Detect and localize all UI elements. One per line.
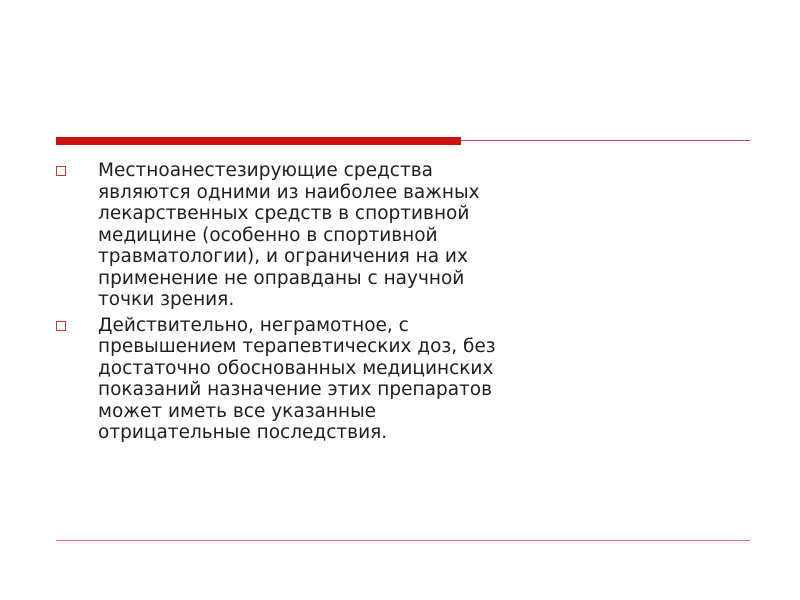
bullet-item <box>56 160 696 311</box>
title-rule-line <box>461 140 750 141</box>
bullet-text: Местноанестезирующие средства являются одними из наиболее важных лекарственных средств в спортивной медицине (особенно в спортивной травматологии), и ограничения на их применение не оправданы с научной точки зрения. <box>98 160 480 310</box>
square-bullet-icon <box>56 321 66 331</box>
title-accent-bar <box>56 137 461 145</box>
bullet-item <box>56 315 696 444</box>
footer-rule-line <box>56 540 750 541</box>
slide-body <box>56 160 696 448</box>
bullet-text: Действительно, неграмотное, с превышением терапевтических доз, без достаточно обоснованных медицинских показаний назначение этих препаратов может иметь все указанные отрицательные последствия. <box>98 314 496 443</box>
square-bullet-icon <box>56 166 66 176</box>
